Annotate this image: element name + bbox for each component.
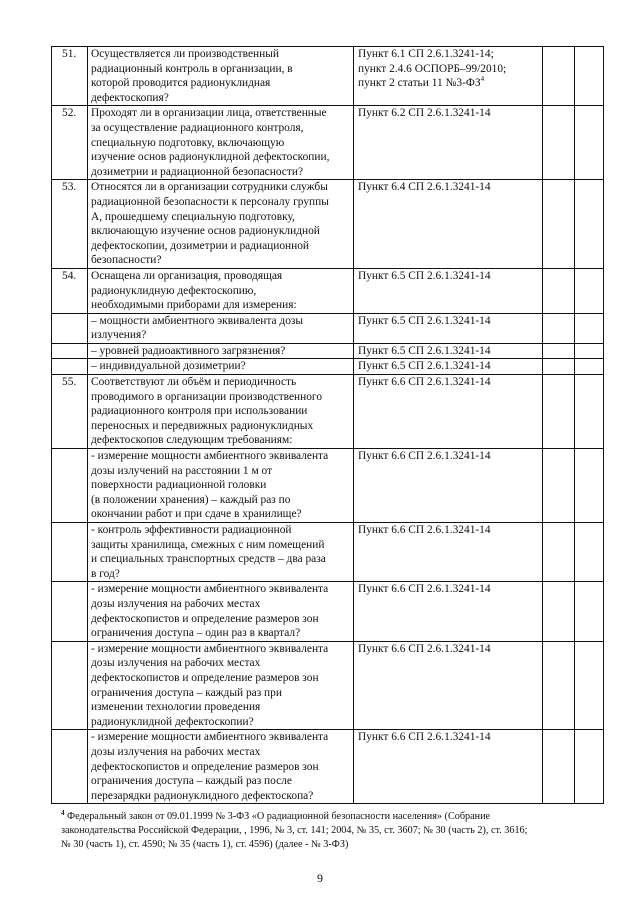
question-line: безопасности? [91, 254, 162, 267]
answer-cell-no [575, 582, 604, 641]
answer-cell-yes [543, 449, 575, 523]
answer-cell-no [575, 268, 604, 313]
answer-cell-no [575, 641, 604, 730]
answer-cell-no [575, 523, 604, 582]
question-line: которой проводится радионуклидная [91, 77, 271, 90]
reference-line [358, 582, 539, 597]
item-number [52, 449, 88, 523]
question-line: защиты хранилища, смежных с ним помещений [91, 538, 325, 551]
checklist-row [52, 641, 604, 730]
reference-line [358, 730, 539, 745]
question-line: дефектоскопия? [91, 91, 169, 104]
reference-cell [354, 106, 543, 180]
answer-cell-no [575, 106, 604, 180]
reference-text: пункт 2.4.6 ОСПОРБ–99/2010; [358, 62, 507, 75]
checklist-row [52, 106, 604, 180]
answer-cell-no [575, 449, 604, 523]
question-line: поверхности радиационной головки [91, 479, 267, 492]
question-line: дефектоскопистов и определение размеров зон [91, 760, 319, 773]
question-line: Относятся ли в организации сотрудники службы [91, 181, 328, 194]
reference-line [358, 106, 539, 121]
question-line: необходимыми приборами для измерения: [91, 299, 297, 312]
footnote-line: № 30 (часть 1), ст. 4590; № 35 (часть 1), ст. 4596) (далее - № 3-ФЗ) [61, 839, 349, 850]
item-number: 55. [52, 375, 88, 449]
question-line: окончании работ и при сдаче в хранилище? [91, 508, 302, 521]
reference-line [358, 344, 539, 359]
question-cell [88, 582, 354, 641]
reference-cell [354, 313, 543, 343]
checklist-table [51, 46, 604, 804]
footnote-line: законодательства Российской Федерации, , 1996, № 3, ст. 141; 2004, № 35, ст. 3607; № 30 (часть 2), ст. 3616; [61, 825, 528, 836]
question-line: дефектоскопистов и определение размеров зон [91, 612, 319, 625]
question-line: Оснащена ли организация, проводящая [91, 269, 283, 282]
item-number: 51. [52, 47, 88, 106]
question-cell [88, 343, 354, 359]
reference-text: Пункт 6.6 СП 2.6.1.3241-14 [358, 731, 491, 744]
question-cell [88, 359, 354, 375]
footnote-text: Федеральный закон от 09.01.1999 № 3-ФЗ «О радиационной безопасности населения» (Собрание [67, 811, 491, 822]
checklist-row [52, 375, 604, 449]
reference-text: Пункт 6.5 СП 2.6.1.3241-14 [358, 344, 491, 357]
question-line: ограничения доступа – каждый раз при [91, 686, 282, 699]
reference-cell [354, 641, 543, 730]
question-line: дозы излучения на рабочих местах [91, 745, 261, 758]
question-cell [88, 375, 354, 449]
question-line: (в положении хранения) – каждый раз по [91, 493, 291, 506]
answer-cell-yes [543, 641, 575, 730]
item-number: 52. [52, 106, 88, 180]
answer-cell-no [575, 375, 604, 449]
question-line: – уровней радиоактивного загрязнения? [91, 344, 286, 357]
answer-cell-no [575, 343, 604, 359]
question-line: включающую изучение основ радионуклидной [91, 225, 320, 238]
reference-line [358, 76, 539, 91]
answer-cell-no [575, 730, 604, 804]
question-line: специальную подготовку, включающую [91, 136, 285, 149]
reference-line [358, 269, 539, 284]
item-number: 53. [52, 180, 88, 269]
reference-text: Пункт 6.5 СП 2.6.1.3241-14 [358, 314, 491, 327]
question-line: – мощности амбиентного эквивалента дозы [91, 314, 304, 327]
answer-cell-yes [543, 523, 575, 582]
checklist-body [52, 47, 604, 804]
reference-text: Пункт 6.1 СП 2.6.1.3241-14; [358, 48, 494, 60]
question-line: Соответствуют ли объём и периодичность [91, 376, 297, 389]
answer-cell-no [575, 47, 604, 106]
reference-line [358, 642, 539, 657]
question-line: - измерение мощности амбиентного эквивалента [91, 450, 329, 463]
question-line: Осуществляется ли производственный [91, 48, 279, 60]
question-line: дефектоскопов следующим требованиям: [91, 434, 293, 447]
question-line: перезарядки радионуклидного дефектоскопа? [91, 789, 314, 802]
question-cell [88, 730, 354, 804]
item-number [52, 359, 88, 375]
question-line: дозы излучения на рабочих местах [91, 597, 261, 610]
checklist-row [52, 523, 604, 582]
question-line: изучение основ радионуклидной дефектоскопии, [91, 151, 330, 164]
reference-text: пункт 2 статьи 11 №3-ФЗ [358, 77, 481, 90]
answer-cell-yes [543, 106, 575, 180]
answer-cell-yes [543, 268, 575, 313]
reference-line [358, 314, 539, 329]
reference-cell [354, 268, 543, 313]
reference-text: Пункт 6.5 СП 2.6.1.3241-14 [358, 360, 491, 373]
question-line: переносных и передвижных радионуклидных [91, 419, 314, 432]
footnote-divider [61, 803, 213, 804]
item-number [52, 313, 88, 343]
question-line: дефектоскопистов и определение размеров зон [91, 671, 319, 684]
reference-line [358, 62, 539, 77]
checklist-row [52, 313, 604, 343]
footnote-reference: 4 [480, 75, 485, 84]
question-cell [88, 106, 354, 180]
answer-cell-no [575, 180, 604, 269]
reference-text: Пункт 6.6 СП 2.6.1.3241-14 [358, 450, 491, 463]
answer-cell-no [575, 313, 604, 343]
question-cell [88, 523, 354, 582]
checklist-row [52, 180, 604, 269]
checklist-row [52, 359, 604, 375]
reference-cell [354, 730, 543, 804]
reference-line [358, 523, 539, 538]
question-line: ограничения доступа – один раз в квартал? [91, 627, 301, 640]
checklist-row [52, 47, 604, 106]
question-line: - измерение мощности амбиентного эквивалента [91, 731, 329, 744]
footnote-marker: 4 [61, 809, 65, 817]
reference-text: Пункт 6.2 СП 2.6.1.3241-14 [358, 107, 491, 120]
reference-cell [354, 180, 543, 269]
item-number [52, 523, 88, 582]
checklist-row [52, 730, 604, 804]
reference-text: Пункт 6.4 СП 2.6.1.3241-14 [358, 181, 491, 194]
answer-cell-yes [543, 730, 575, 804]
question-cell [88, 313, 354, 343]
reference-cell [354, 523, 543, 582]
question-line: радиационный контроль в организации, в [91, 62, 293, 75]
question-line: радионуклидной дефектоскопии? [91, 715, 254, 728]
answer-cell-no [575, 359, 604, 375]
reference-line [358, 375, 539, 390]
item-number [52, 343, 88, 359]
question-line: проводимого в организации производственного [91, 390, 323, 403]
question-cell [88, 641, 354, 730]
item-number [52, 582, 88, 641]
question-cell [88, 268, 354, 313]
question-line: радионуклидную дефектоскопию, [91, 284, 257, 297]
question-line: – индивидуальной дозиметрии? [91, 360, 246, 373]
reference-text: Пункт 6.5 СП 2.6.1.3241-14 [358, 269, 491, 282]
question-line: излучения? [91, 329, 147, 342]
reference-cell [354, 375, 543, 449]
reference-line [358, 449, 539, 464]
question-line: дозиметрии и радиационной безопасности? [91, 165, 303, 178]
question-cell [88, 180, 354, 269]
question-line: за осуществление радиационного контроля, [91, 121, 304, 134]
reference-text: Пункт 6.6 СП 2.6.1.3241-14 [358, 376, 491, 389]
question-line: Проходят ли в организации лица, ответственные [91, 107, 327, 120]
reference-cell [354, 359, 543, 375]
checklist-row [52, 582, 604, 641]
question-line: дозы излучения на рабочих местах [91, 657, 261, 670]
answer-cell-yes [543, 47, 575, 106]
question-cell [88, 47, 354, 106]
reference-text: Пункт 6.6 СП 2.6.1.3241-14 [358, 524, 491, 536]
question-line: - измерение мощности амбиентного эквивалента [91, 642, 329, 655]
question-line: дозы излучений на расстоянии 1 м от [91, 464, 273, 477]
answer-cell-yes [543, 313, 575, 343]
footnote [61, 810, 581, 852]
reference-text: Пункт 6.6 СП 2.6.1.3241-14 [358, 642, 491, 655]
question-line: в год? [91, 567, 120, 580]
question-line: радиационной безопасности к персоналу группы [91, 195, 329, 208]
answer-cell-yes [543, 343, 575, 359]
reference-line [358, 180, 539, 195]
question-line: дефектоскопии, дозиметрии и радиационной [91, 239, 310, 252]
question-line: и специальных транспортных средств – два раза [91, 553, 326, 566]
answer-cell-yes [543, 582, 575, 641]
answer-cell-yes [543, 180, 575, 269]
answer-cell-yes [543, 359, 575, 375]
item-number [52, 641, 88, 730]
item-number [52, 730, 88, 804]
reference-cell [354, 343, 543, 359]
reference-line [358, 359, 539, 374]
question-line: - контроль эффективности радиационной [91, 524, 292, 536]
footnote-line [61, 810, 581, 824]
question-line: изменении технологии проведения [91, 701, 261, 714]
reference-text: Пункт 6.6 СП 2.6.1.3241-14 [358, 583, 491, 596]
question-line: ограничения доступа – каждый раз после [91, 775, 292, 788]
page-number: 9 [317, 871, 323, 885]
reference-cell [354, 47, 543, 106]
reference-line [358, 47, 539, 62]
question-cell [88, 449, 354, 523]
question-line: радиационного контроля при использовании [91, 405, 308, 418]
reference-cell [354, 449, 543, 523]
item-number: 54. [52, 268, 88, 313]
checklist-row [52, 343, 604, 359]
checklist-row [52, 268, 604, 313]
checklist-row [52, 449, 604, 523]
question-line: А, прошедшему специальную подготовку, [91, 210, 295, 223]
answer-cell-yes [543, 375, 575, 449]
reference-cell [354, 582, 543, 641]
question-line: - измерение мощности амбиентного эквивалента [91, 583, 329, 596]
